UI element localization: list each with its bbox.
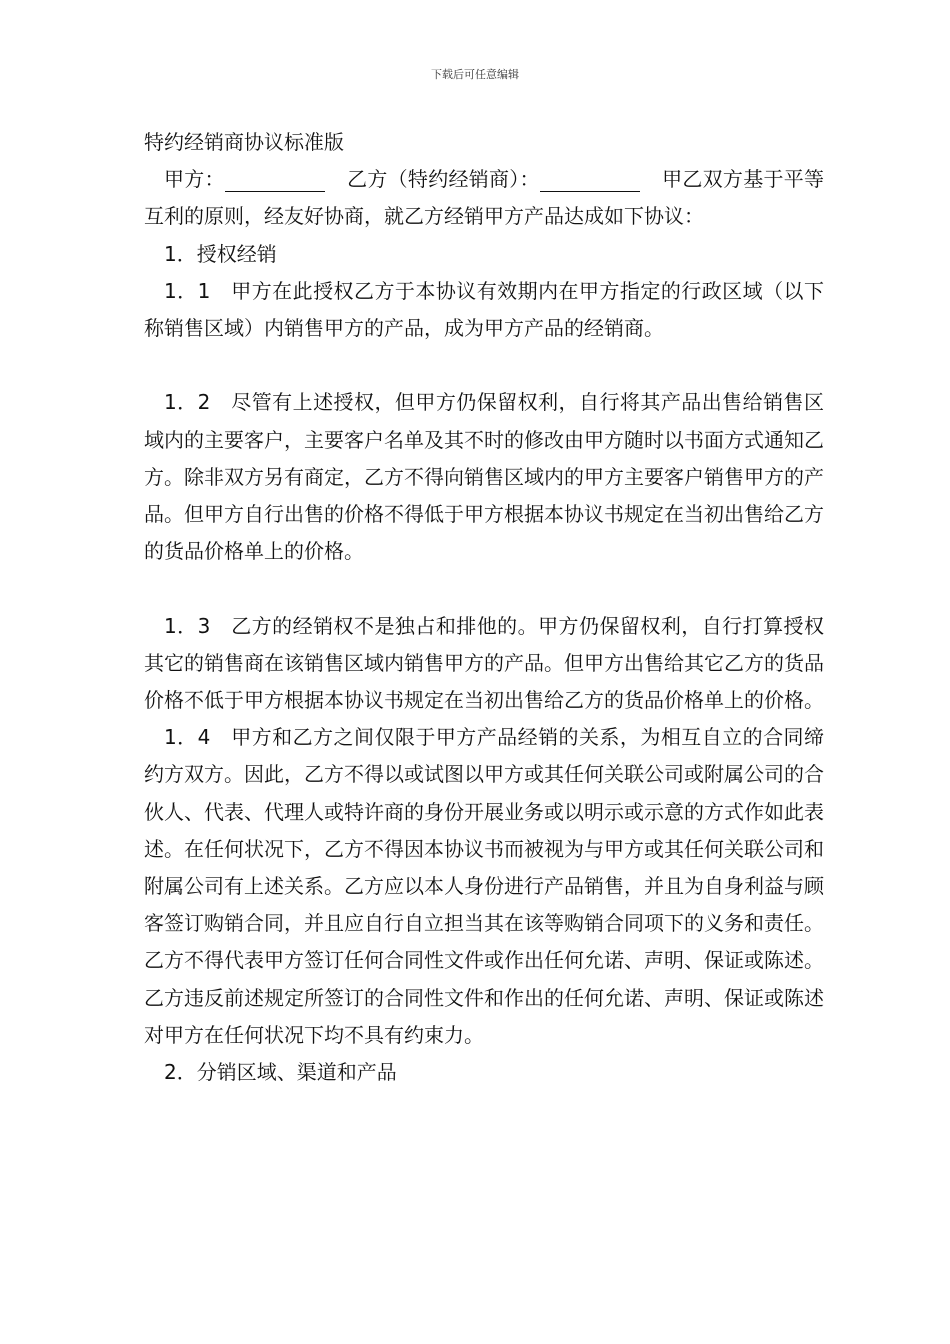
section-1-heading: 1．授权经销	[164, 241, 277, 266]
party-a-label: 甲方：	[164, 167, 225, 192]
party-b-label: 乙方（特约经销商）：	[346, 167, 540, 192]
party-a-blank	[225, 167, 325, 192]
clause-1-4: 1．4 甲方和乙方之间仅限于甲方产品经销的关系，为相互自立的合同缔约方双方。因此，乙方不得以或试图以甲方或其任何关联公司或附属公司的合伙人、代表、代理人或特许商的身份开展业务或以明示或示意的方式作如此表述。在任何状况下，乙方不得因本协议书而被视为与甲方或其任何关联公司和附属公司有上述关系。乙方应以本人身份进行产品销售，并且为自身利益与顾客签订购销合同，并且应自行自立担当其在该等购销合同项下的义务和责任。乙方不得代表甲方签订任何合同性文件或作出任何允诺、声明、保证或陈述。乙方违反前述规定所签订的合同性文件和作出的任何允诺、声明、保证或陈述对甲方在任何状况下均不具有约束力。	[144, 725, 824, 1047]
page-header: 下载后可任意编辑	[431, 68, 519, 81]
clause-1-3: 1．3 乙方的经销权不是独占和排他的。甲方仍保留权利，自行打算授权其它的销售商在该销售区域内销售甲方的产品。但甲方出售给其它乙方的货品价格不低于甲方根据本协议书规定在当初出售给乙方的货品价格单上的价格。	[144, 613, 824, 713]
paragraph-gap	[144, 347, 824, 384]
intro-text: 甲乙双方基于平等互利的原则，经友好协商，就乙方经销甲方产品达成如下协议：	[144, 167, 825, 229]
section-2-heading: 2．分销区域、渠道和产品	[164, 1060, 397, 1085]
document-body	[144, 124, 824, 1091]
clause-1-2: 1．2 尽管有上述授权，但甲方仍保留权利，自行将其产品出售给销售区域内的主要客户，主要客户名单及其不时的修改由甲方随时以书面方式通知乙方。除非双方另有商定，乙方不得向销售区域内的甲方主要客户销售甲方的产品。但甲方自行出售的价格不得低于甲方根据本协议书规定在当初出售给乙方的货品价格单上的价格。	[144, 390, 824, 564]
parties-paragraph	[144, 161, 824, 235]
clause-1-1: 1．1 甲方在此授权乙方于本协议有效期内在甲方指定的行政区域（以下称销售区域）内销售甲方的产品，成为甲方产品的经销商。	[144, 278, 824, 341]
paragraph-gap	[144, 570, 824, 607]
party-b-blank	[540, 167, 640, 192]
document-title: 特约经销商协议标准版	[144, 130, 344, 154]
